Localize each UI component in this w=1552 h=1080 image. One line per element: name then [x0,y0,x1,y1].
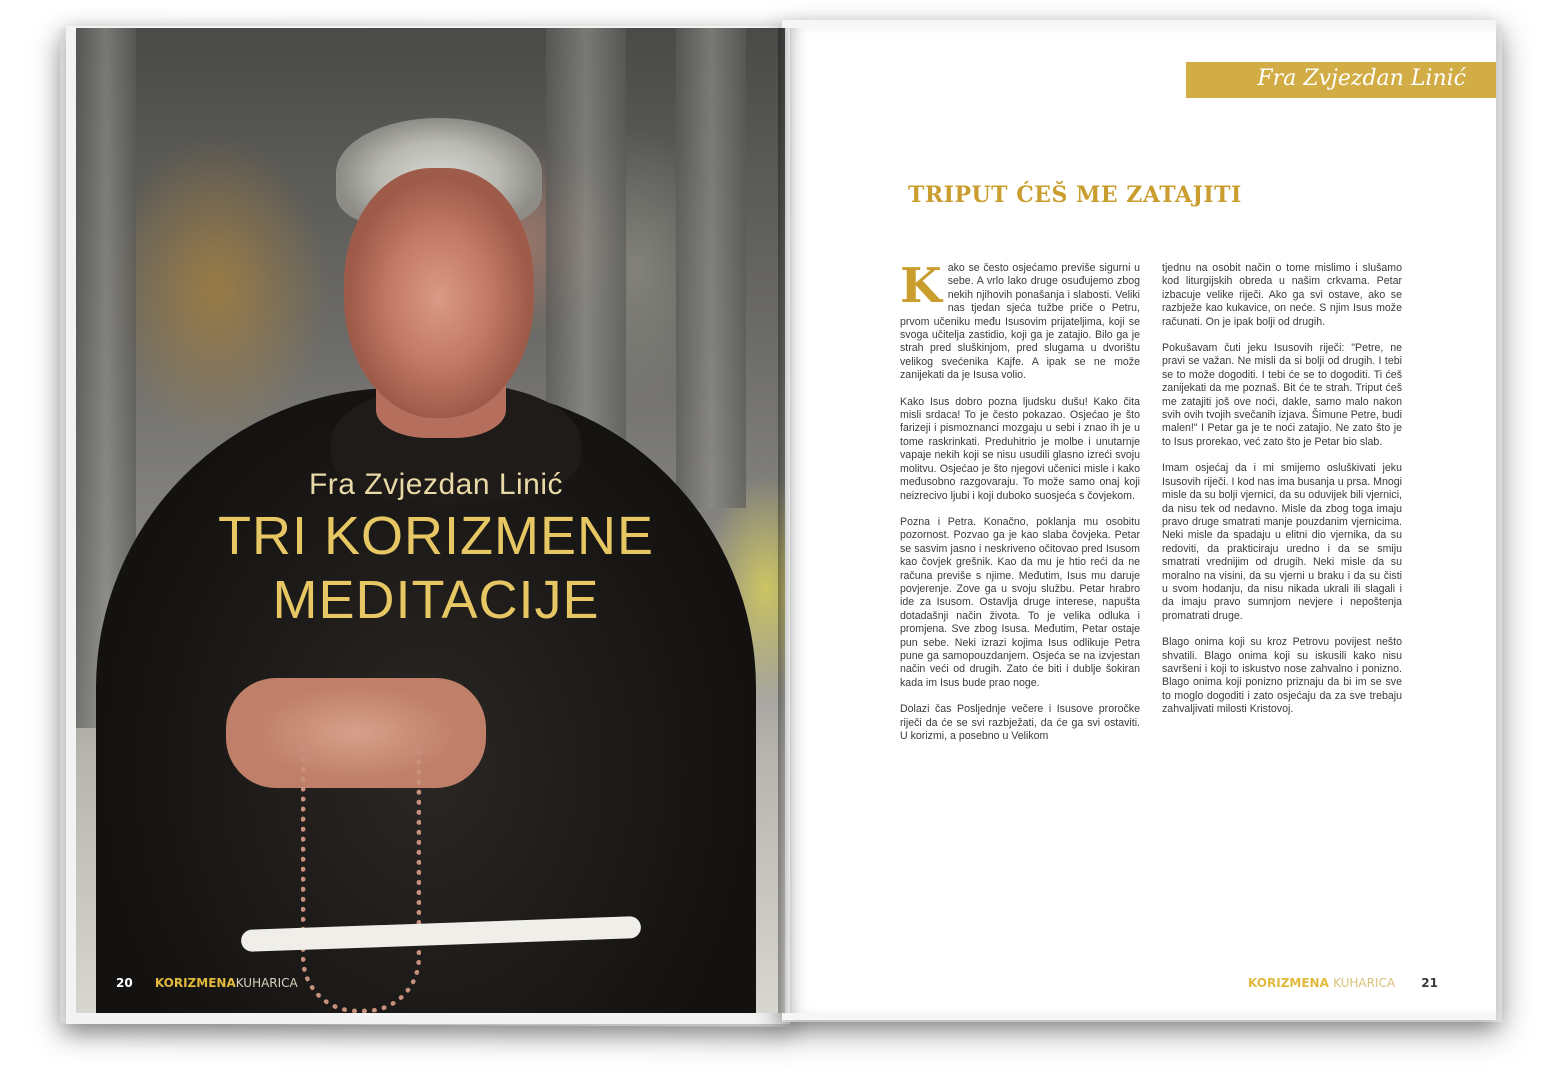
drop-cap: K [900,258,942,314]
text-column-2 [1162,262,1402,730]
paragraph: Imam osjećaj da i mi smijemo osluškivati jeku Isusovih riječi. I kod nas ima busanja u prsa. Mnogi misle da su bolji vjernici, da su oduvijek bili vjernici, da nisu tek od nedavno. Misle da zbog toga imaju pravo druge smatrati manje pouzdanim vjernicima. Neki misle da spadaju u elitni dio vjernika, da su redoviti, da prakticiraju uredno i da se smiju smatrati vrednijim od drugih. Neki misle da su moralno na visini, da su vjerni u braku i da su čisti u svom hodanju, da nisu nikada ukrali ili slagali i da imaju pravo sumnjom nevjere i nepoštenja promatrati druge. [1162,462,1402,622]
page-number: 20 [116,976,133,990]
left-page [76,28,785,1013]
page-number: 21 [1421,976,1438,990]
magazine-name-bold: KORIZMENA [154,976,236,990]
text-column-1 [900,258,1140,756]
magazine-name-bold: KORIZMENA [1248,976,1329,990]
author-band-text: Fra Zvjezdan Linić [1257,66,1466,91]
paragraph: Blago onima koji su kroz Petrovu povijest nešto shvatili. Blago onima koji su iskusili kako nisu savršeni i koji to iskustvo nose zahvalno i ponizno. Blago onima koji ponizno priznaju da bi im se sve to moglo dogoditi i zato osjećaju da za sve trebaju zahvaljivati milosti Kristovoj. [1162,636,1402,716]
paragraph: Dolazi čas Posljednje večere i Isusove proročke riječi da će se svi razbježati, da će ga svi ostaviti. U korizmi, a posebno u Velikom [900,703,1140,742]
rosary [301,748,421,1013]
cover-author: Fra Zvjezdan Linić [308,468,564,501]
paragraph: Pokušavam čuti jeku Isusovih riječi: "Petre, ne pravi se važan. Ne misli da si bolji od drugih. I tebi se to može dogoditi. I tebi će se to dogoditi. Ti ćeš zanijekati da me poznaš. Bit će te strah. Triput ćeš me zatajiti još ove noći, dakle, samo malo nakon svih ovih tvojih svečanih izjava. Šimune Petre, budi malen!" I Petar ga je te noći zatajio. Ne zato što je to Isus prorekao, već zato što je Petar bio slab. [1162,342,1402,448]
paragraph: tjednu na osobit način o tome mislimo i slušamo kod liturgijskih obreda u našim crkvama. Petar izbacuje velike riječi. Ako ga svi ostave, ako se razbježe kao kukavice, on neće. S njim Isus može računati. On je ipak bolji od drugih. [1162,262,1402,328]
article-title: TRIPUT ĆEŠ ME ZATAJITI [908,182,1242,208]
cover-title-line1: TRI KORIZMENE [217,506,654,566]
paragraph: Pozna i Petra. Konačno, poklanja mu osobitu pozornost. Pozvao ga je kao slaba čovjeka. Petar se sasvim jasno i neskriveno očitovao pred Isusom kao čovjek grešnik. Kao da mu je htio reći da ne računa previše s njime. Međutim, Isus mu daruje povjerenje. Zove ga u svoju službu. Petar hrabro ide za Isusom. Ostavlja druge interese, napušta dotadašnji način života. To je velika odluka i promjena. Sve zbog Isusa. Međutim, Petar ostaje pun sebe. Neki izrazi kojima Isus odlikuje Petra pune ga samopouzdanjem. Osjeća se na izvjestan način veći od drugih. Zato će biti i dublje šokiran kada im Isus bude prao noge. [900,515,1140,689]
paragraph: Kako se često osjećamo previše sigurni u sebe. A vrlo lako drugе osuđujemo zbog nekih njihovih ponašanja i slabosti. Veliki nas tjedan sjeća tužbe priče o Petru, prvom učeniku među Isusovim prijateljima, koji se svoga učitelja zastidio, koji ga je zatajio. Bilo ga je strah pred sluškinjom, pred slugama u dvorištu velikog svećenika Kajfe. A ipak se ne može zanijekati da je Isusa volio. [900,258,1140,382]
author-band [1186,62,1496,98]
folio-right [1248,976,1438,990]
magazine-name-light: KUHARICA [235,976,298,990]
right-page [790,28,1496,1013]
cover-title-block [176,468,696,630]
church-pillar [676,28,746,508]
monk-face [344,168,534,418]
folio-left [116,976,298,990]
paragraph: Kako Isus dobro pozna ljudsku dušu! Kako čita misli srdaca! To je često pokazao. Osjećao je što farizeji i pismoznanci mozgaju u sebi i znao ih je u tome raskrinkati. Preduhitrio je molbe i unutarnje vapaje nekih koji se nisu usudili glasno izreći svoju molitvu. Osjećao je što njegovi učenici misle i kako međusobno razgovaraju. To može samo onaj koji neizrecivo ljubi i koji duboko suosjeća s čovjekom. [900,395,1140,502]
spine-gutter [778,28,792,1013]
cover-title-line2: MEDITACIJE [272,570,600,630]
magazine-name-light: KUHARICA [1333,976,1396,990]
